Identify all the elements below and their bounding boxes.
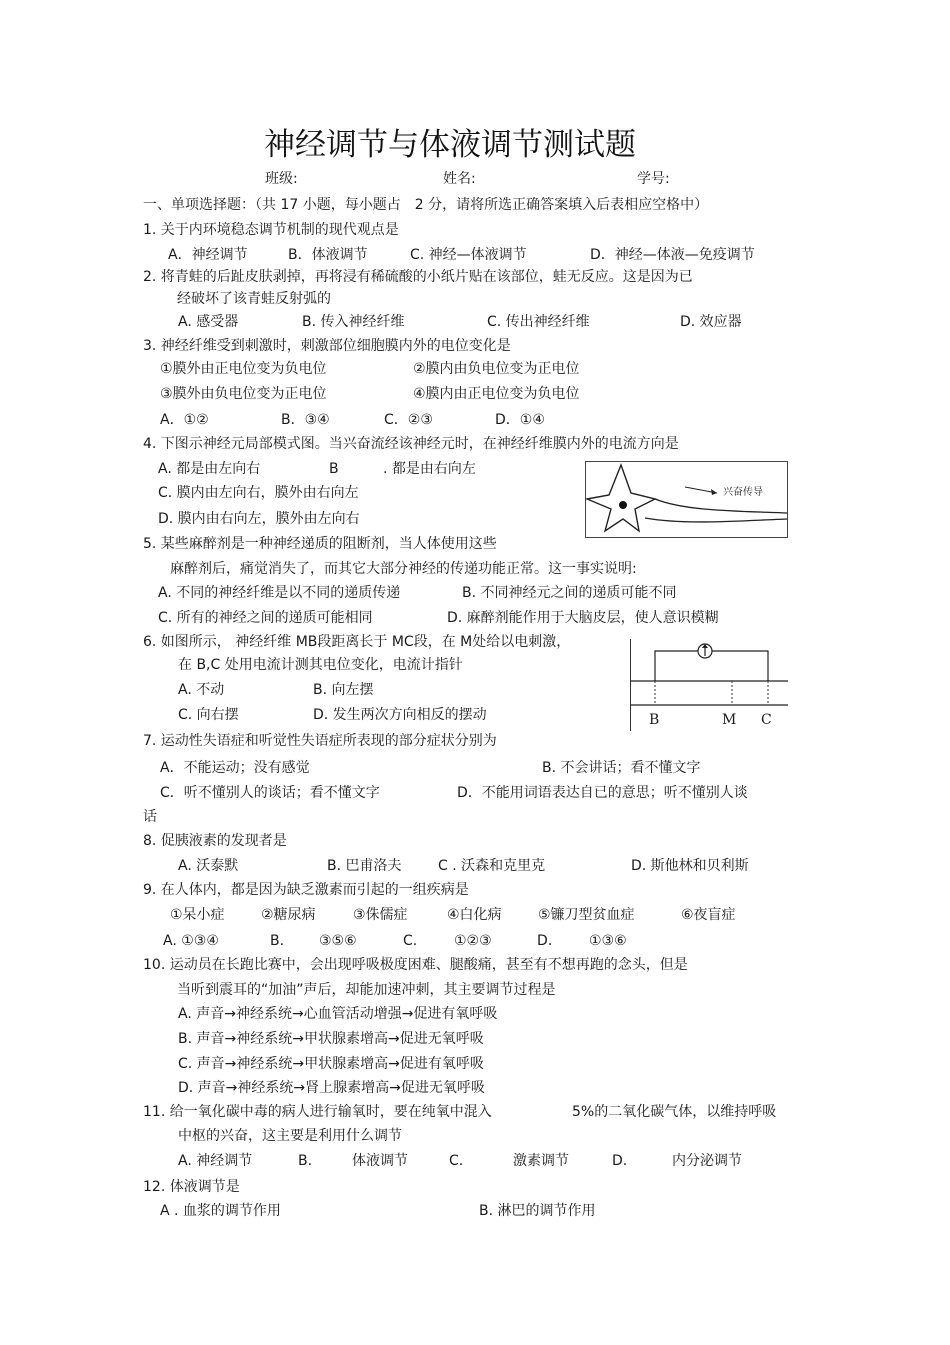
question-1-option-d: D．神经—体液—免疫调节 <box>590 247 755 263</box>
question-11-option-b: 体液调节 <box>352 1153 408 1169</box>
question-9-option-c: ①②③ <box>454 933 492 949</box>
question-9-item-6: ⑥夜盲症 <box>681 907 736 923</box>
student-number-label: 学号: <box>637 171 670 187</box>
question-9-option-d: ①③⑥ <box>589 933 627 949</box>
question-11-option-c-letter: C. <box>449 1153 464 1169</box>
question-8-option-b: B. 巴甫洛夫 <box>327 858 402 874</box>
question-11-stem-cont: 中枢的兴奋，这主要是利用什么调节 <box>178 1128 402 1144</box>
question-3-item-3: ③膜外由负电位变为正电位 <box>160 386 327 402</box>
question-8-stem: 8. 促胰液素的发现者是 <box>143 833 287 849</box>
question-7-option-d-cont: 话 <box>143 809 157 825</box>
question-10-option-a: A. 声音→神经系统→心血管活动增强→促进有氧呼吸 <box>178 1006 498 1022</box>
question-10-option-b: B. 声音→神经系统→甲状腺素增高→促进无氧呼吸 <box>178 1031 484 1047</box>
question-7-option-a: A．不能运动；没有感觉 <box>160 760 310 776</box>
question-10-stem: 10. 运动员在长跑比赛中，会出现呼吸极度困难、腿酸痛，甚至有不想再跑的念头，但是 <box>143 957 688 973</box>
question-6-stem-cont: 在 B,C 处用电流计测其电位变化，电流计指针 <box>178 657 463 673</box>
question-6-option-a: A. 不动 <box>178 682 225 698</box>
question-4-option-b-letter: B <box>329 461 339 477</box>
question-10-stem-cont: 当听到震耳的“加油”声后，却能加速冲刺，其主要调节过程是 <box>177 982 556 998</box>
neuron-figure-label: 兴奋传导 <box>723 487 763 498</box>
question-12-option-b: B. 淋巴的调节作用 <box>479 1203 596 1219</box>
page-title: 神经调节与体液调节测试题 <box>264 127 636 163</box>
question-3-item-2: ②膜内由负电位变为正电位 <box>413 361 580 377</box>
question-12-stem: 12. 体液调节是 <box>143 1179 240 1195</box>
section-heading: 一、单项选择题：（共 17 小题，每小题占 2 分，请将所选正确答案填入后表相应空格中） <box>143 197 709 213</box>
galvanometer-figure <box>630 639 788 731</box>
question-5-stem-cont: 麻醉剂后，痛觉消失了，而其它大部分神经的传递功能正常。这一事实说明: <box>170 561 637 577</box>
question-5-option-b: B. 不同神经元之间的递质可能不同 <box>462 585 677 601</box>
question-5-stem: 5. 某些麻醉剂是一种神经递质的阻断剂，当人体使用这些 <box>143 536 497 552</box>
question-9-option-a: A. ①③④ <box>163 933 219 949</box>
question-2-option-b: B. 传入神经纤维 <box>302 314 405 330</box>
question-11-option-a: A. 神经调节 <box>178 1153 253 1169</box>
question-9-option-b-letter: B. <box>270 933 285 949</box>
question-3-option-c: C．②③ <box>384 412 433 428</box>
question-11-option-d: 内分泌调节 <box>672 1153 742 1169</box>
question-3-item-1: ①膜外由正电位变为负电位 <box>160 361 327 377</box>
question-9-item-1: ①呆小症 <box>170 907 225 923</box>
question-1-option-a: A．神经调节 <box>168 247 248 263</box>
question-4-option-b: . 都是由右向左 <box>383 461 476 477</box>
question-8-option-c: C . 沃森和克里克 <box>438 858 546 874</box>
question-6-option-c: C. 向右摆 <box>178 707 239 723</box>
question-7-stem: 7. 运动性失语症和听觉性失语症所表现的部分症状分别为 <box>143 733 497 749</box>
question-6-stem: 6. 如图所示， 神经纤维 MB段距离长于 MC段，在 M处给以电刺激， <box>143 634 571 650</box>
question-9-item-3: ③侏儒症 <box>353 907 408 923</box>
question-7-option-c: C．听不懂别人的谈话；看不懂文字 <box>160 785 380 801</box>
question-5-option-c: C. 所有的神经之间的递质可能相同 <box>158 610 373 626</box>
question-9-item-2: ②糖尿病 <box>261 907 316 923</box>
point-b-label: B <box>649 712 660 728</box>
point-c-label: C <box>761 712 772 728</box>
question-11-option-b-letter: B. <box>298 1153 313 1169</box>
question-3-stem: 3. 神经纤维受到刺激时，刺激部位细胞膜内外的电位变化是 <box>143 338 511 354</box>
question-7-option-d: D．不能用词语表达自已的意思；听不懂别人谈 <box>457 785 748 801</box>
question-5-option-a: A. 不同的神经纤维是以不同的递质传递 <box>158 585 401 601</box>
question-9-option-d-letter: D. <box>537 933 553 949</box>
question-3-option-d: D．①④ <box>495 412 545 428</box>
question-2-stem: 2. 将青蛙的后趾皮肤剥掉，再将浸有稀硫酸的小纸片贴在该部位，蛙无反应。这是因为已 <box>143 269 693 285</box>
question-3-option-b: B．③④ <box>281 412 330 428</box>
question-9-item-4: ④白化病 <box>447 907 502 923</box>
question-9-option-b: ③⑤⑥ <box>319 933 357 949</box>
question-1-stem: 1. 关于内环境稳态调节机制的现代观点是 <box>143 222 399 238</box>
question-4-option-a: A. 都是由左向右 <box>158 461 261 477</box>
question-11-stem-part2: 5%的二氧化碳气体，以维持呼吸 <box>572 1104 777 1120</box>
question-3-item-4: ④膜内由正电位变为负电位 <box>413 386 580 402</box>
question-7-option-b: B. 不会讲话；看不懂文字 <box>542 760 701 776</box>
question-11-option-c: 激素调节 <box>513 1153 569 1169</box>
question-8-option-a: A. 沃泰默 <box>178 858 239 874</box>
question-2-option-d: D. 效应器 <box>680 314 742 330</box>
name-field-label: 姓名: <box>443 171 476 187</box>
question-2-stem-cont: 经破坏了该青蛙反射弧的 <box>177 291 331 307</box>
question-9-item-5: ⑤镰刀型贫血症 <box>538 907 635 923</box>
question-1-option-b: B．体液调节 <box>288 247 368 263</box>
point-m-label: M <box>722 712 737 728</box>
question-10-option-c: C. 声音→神经系统→甲状腺素增高→促进有氧呼吸 <box>178 1056 484 1072</box>
question-9-option-c-letter: C. <box>403 933 418 949</box>
question-3-option-a: A．①② <box>160 412 209 428</box>
question-11-stem: 11. 给一氧化碳中毒的病人进行输氧时，要在纯氧中混入 <box>143 1104 492 1120</box>
question-5-option-d: D. 麻醉剂能作用于大脑皮层，使人意识模糊 <box>447 610 719 626</box>
class-field-label: 班级: <box>265 171 298 187</box>
question-4-stem: 4. 下图示神经元局部模式图。当兴奋流经该神经元时，在神经纤维膜内外的电流方向是 <box>143 436 679 452</box>
question-2-option-c: C. 传出神经纤维 <box>487 314 590 330</box>
question-6-option-b: B. 向左摆 <box>313 682 374 698</box>
question-6-option-d: D. 发生两次方向相反的摆动 <box>313 707 487 723</box>
question-12-option-a: A . 血浆的调节作用 <box>160 1203 281 1219</box>
question-11-option-d-letter: D. <box>612 1153 628 1169</box>
question-10-option-d: D. 声音→神经系统→肾上腺素增高→促进无氧呼吸 <box>178 1080 485 1096</box>
question-2-option-a: A. 感受器 <box>178 314 239 330</box>
question-4-option-c: C. 膜内由左向右，膜外由右向左 <box>158 485 359 501</box>
question-8-option-d: D. 斯他林和贝利斯 <box>631 858 749 874</box>
question-1-option-c: C. 神经—体液调节 <box>410 247 527 263</box>
question-4-option-d: D. 膜内由右向左，膜外由左向右 <box>158 511 360 527</box>
question-9-stem: 9. 在人体内，都是因为缺乏激素而引起的一组疾病是 <box>143 882 469 898</box>
neuron-figure <box>585 461 788 538</box>
